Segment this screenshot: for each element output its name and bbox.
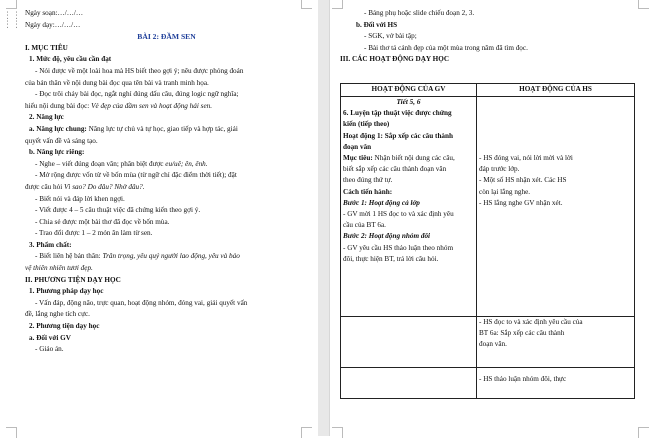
paragraph-line xyxy=(25,101,308,113)
text-plain: hiểu nội dung bài đọc: xyxy=(25,101,92,110)
paragraph-line: - SGK, vở bài tập; xyxy=(364,32,417,41)
subsection-heading: 3. Phẩm chất: xyxy=(29,240,72,249)
crop-mark xyxy=(332,427,343,438)
activity-title: 6. Luyện tập thuật việc được chứng xyxy=(343,109,452,118)
subsection-heading: b. Đối với HS xyxy=(356,20,398,29)
subsection-heading: 1. Mức độ, yêu cầu cần đạt xyxy=(29,55,112,64)
table-cell-hs xyxy=(477,97,635,317)
text-plain: được câu hỏi xyxy=(25,182,65,191)
table-cell-hs xyxy=(477,368,635,399)
hs-line: - HS lắng nghe GV nhận xét. xyxy=(479,198,563,207)
paragraph-line: - Vấn đáp, động não, trực quan, hoạt động nhóm, đóng vai, giải quyết vấn xyxy=(35,298,248,307)
crop-mark xyxy=(6,0,17,9)
date-prep: Ngày soạn:…/…/… xyxy=(25,9,84,17)
table-header-row xyxy=(341,84,635,97)
paragraph-line: - Bài thơ tả cảnh đẹp của một mùa trong năm đã tìm đọc. xyxy=(364,43,528,52)
paragraph-line: - Giáo án. xyxy=(35,345,64,354)
lesson-title: BÀI 2: ĐẦM SEN xyxy=(137,32,196,42)
table-cell-gv xyxy=(341,368,477,399)
document-page-right xyxy=(329,0,650,436)
step-line: cầu của BT 6a. xyxy=(343,221,386,230)
objective-line: biết sắp xếp các câu thành đoạn văn xyxy=(343,165,447,174)
paragraph-line: - Biết nói và đáp lời khen ngợi. xyxy=(35,194,125,203)
crop-mark xyxy=(301,427,312,438)
hs-line: BT 6a: Sắp xếp các câu thành xyxy=(479,329,565,338)
procedure-heading: Cách tiến hành: xyxy=(343,187,393,196)
paragraph-line: - Chia sẻ được một bài thơ đã đọc về bốn mùa. xyxy=(35,217,170,226)
subsection-heading: 2. Phương tiện dạy học xyxy=(29,322,100,331)
objective-line xyxy=(343,153,474,164)
text-plain: Năng lực tự chủ và tự học, giao tiếp và hợp tác, giải xyxy=(88,124,238,133)
drag-handle-icon[interactable]: ⋮⋮ ⋮⋮ xyxy=(3,11,21,30)
lesson-activity-table xyxy=(340,83,635,399)
step-line: đôi, thực hiện BT, trả lời câu hỏi. xyxy=(343,254,439,263)
paragraph-line xyxy=(25,124,308,136)
column-header-gv: HOẠT ĐỘNG CỦA GV xyxy=(341,84,477,97)
step-line: - GV mời 1 HS đọc to và xác định yêu xyxy=(343,210,454,219)
hs-line: đáp trước lớp. xyxy=(479,165,520,174)
paragraph-line: quyết vấn đề và sáng tạo. xyxy=(25,136,98,145)
table-cell-gv xyxy=(341,317,477,368)
section-heading: II. PHƯƠNG TIỆN DẠY HỌC xyxy=(25,275,121,284)
text-plain: - Biết liên hệ bản thân: xyxy=(35,252,103,261)
hs-line: đoạn văn. xyxy=(479,340,507,349)
table-cell-gv xyxy=(341,97,477,317)
objective-line: theo đúng thứ tự. xyxy=(343,176,393,185)
activity-heading: Hoạt động 1: Sắp xếp các câu thành xyxy=(343,131,454,140)
paragraph-line: vệ thiên nhiên tươi đẹp. xyxy=(25,264,93,273)
activity-title: kiến (tiếp theo) xyxy=(343,120,390,129)
table-row xyxy=(341,97,635,317)
subsection-heading: 2. Năng lực xyxy=(29,113,64,122)
paragraph-line: - Viết được 4 – 5 câu thuật việc đã chứng kiến theo gợi ý. xyxy=(35,206,201,215)
paragraph-line: - Trao đổi được 1 – 2 món ăn làm từ sen. xyxy=(35,229,153,238)
page-gap xyxy=(318,0,329,436)
text-italic: Vẻ đẹp của đầm sen và hoạt động hái sen. xyxy=(91,101,213,110)
text-italic: eu/uê; ên, ênh. xyxy=(165,159,208,168)
paragraph-line xyxy=(25,182,308,194)
paragraph-line: đề, lắng nghe tích cực. xyxy=(25,310,90,319)
paragraph-line xyxy=(25,251,308,263)
step-line: - GV yêu cầu HS thảo luận theo nhóm xyxy=(343,243,454,252)
paragraph-line: - Mở rộng được vốn từ về bốn mùa (từ ngữ chỉ đặc điểm thời tiết); đặt xyxy=(35,171,237,180)
text-italic: Vì sao? Do đâu? Nhờ đâu?. xyxy=(64,182,145,191)
text-italic: Trân trọng, yêu quý người lao động, yêu và bảo xyxy=(102,252,240,261)
lesson-period: Tiết 5, 6 xyxy=(396,98,421,106)
section-heading: III. CÁC HOẠT ĐỘNG DẠY HỌC xyxy=(340,55,450,64)
document-page-left xyxy=(0,0,319,436)
hs-line: - HS đọc to và xác định yêu cầu của xyxy=(479,318,583,326)
step-heading: Bước 2: Hoạt động nhóm đôi xyxy=(343,232,431,241)
page-body-left xyxy=(25,8,308,356)
text-bold: Mục tiêu: xyxy=(343,154,375,163)
text-plain: - Nghe – viết đúng đoạn văn; phân biệt được xyxy=(35,159,166,168)
subsection-heading: a. Đối với GV xyxy=(29,333,71,342)
paragraph-line: - Đọc trôi chảy bài đọc, ngắt nghỉ đúng dấu câu, đúng logic ngữ nghĩa; xyxy=(35,90,239,99)
hs-line: - HS thảo luận nhóm đôi, thực xyxy=(479,375,567,383)
paragraph-line: của bản thân về nội dung bài đọc qua tên bài và tranh minh họa. xyxy=(25,78,209,87)
column-header-hs: HOẠT ĐỘNG CỦA HS xyxy=(477,84,635,97)
subsection-heading: b. Năng lực riêng: xyxy=(29,148,85,157)
subsection-heading: 1. Phương pháp dạy học xyxy=(29,287,104,296)
hs-line: - HS đóng vai, nói lời mời và lời xyxy=(479,154,573,162)
hs-line: còn lại lắng nghe. xyxy=(479,187,531,196)
text-bold: a. Năng lực chung: xyxy=(29,124,89,133)
activity-heading: đoạn văn xyxy=(343,142,372,151)
paragraph-line: - Nói được về một loài hoa mà HS biết theo gợi ý; nêu được phỏng đoán xyxy=(35,66,244,75)
table-cell-hs xyxy=(477,317,635,368)
text-plain: Nhận biết nội dung các câu, xyxy=(374,154,455,163)
crop-mark xyxy=(6,427,17,438)
table-row xyxy=(341,317,635,368)
step-heading: Bước 1: Hoạt động cả lớp xyxy=(343,198,420,207)
hs-line: - Một số HS nhận xét. Các HS xyxy=(479,176,567,185)
section-heading: I. MỤC TIÊU xyxy=(25,43,68,52)
paragraph-line: - Bảng phụ hoặc slide chiếu đoạn 2, 3. xyxy=(364,9,475,17)
date-teach: Ngày dạy:…/…/… xyxy=(25,20,81,29)
page-body-right xyxy=(340,8,640,383)
paragraph-line xyxy=(25,159,308,171)
table-row xyxy=(341,368,635,399)
crop-mark xyxy=(638,427,649,438)
